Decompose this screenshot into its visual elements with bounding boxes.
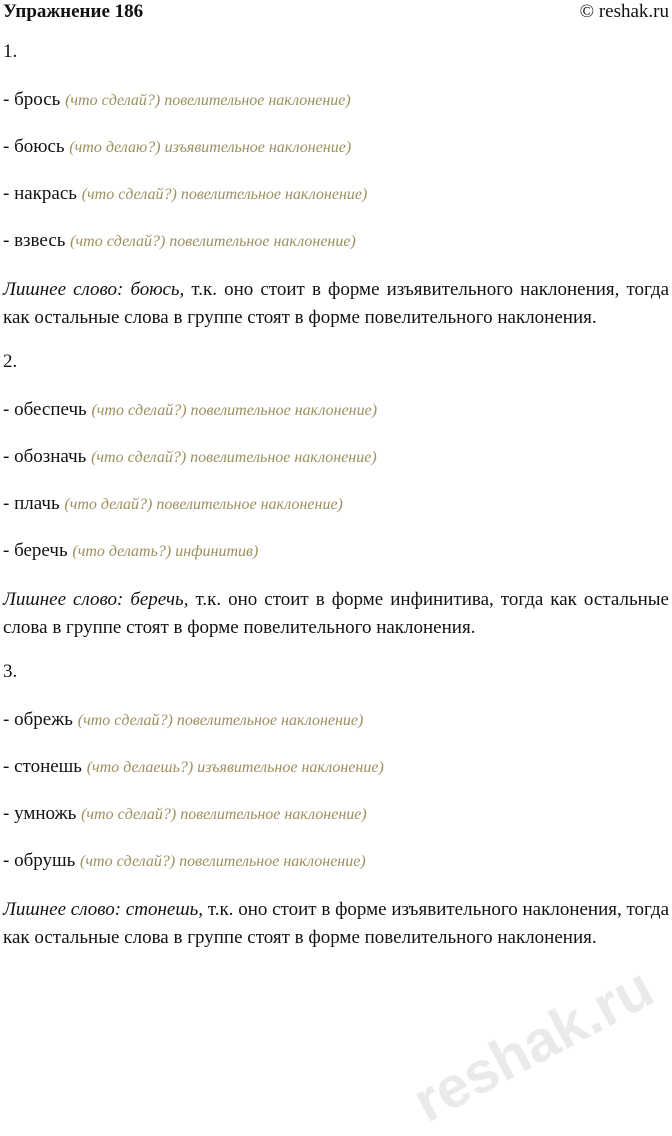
list-item [3,755,669,779]
group-number: 2. [3,351,18,372]
word: - накрась [3,183,77,204]
word: - боюсь [3,136,65,157]
word-note: (что сделай?) повелительное наклонение) [65,92,351,109]
list-item [3,708,669,732]
page-header [3,0,669,26]
word-note: (что делать?) инфинитив) [72,543,259,560]
list-item [3,229,669,253]
answer-paragraph [3,896,669,952]
word: - обрушь [3,850,76,871]
word-note: (что делаешь?) изъявительное наклонение) [86,759,384,776]
list-item [3,492,669,516]
word: - взвесь [3,230,66,251]
answer-text: т.к. оно стоит в форме инфинитива, тогда как остальные слова в группе стоят в форме повелительного наклонения. [3,589,669,638]
answer-text: т.к. оно стоит в форме изъявительного наклонения, тогда как остальные слова в группе стоят в форме повелительного наклонения. [3,899,670,948]
word: - обрежь [3,709,73,730]
word: - брось [3,89,61,110]
word-note: (что сделай?) повелительное наклонение) [81,186,368,203]
word-note: (что сделай?) повелительное наклонение) [81,806,367,823]
site-credit: © reshak.ru [579,1,669,22]
watermark: reshak.ru [402,954,664,1135]
word-note: (что сделай?) повелительное наклонение) [77,712,364,729]
answer-text: т.к. оно стоит в форме изъявительного наклонения, тогда как остальные слова в группе стоят в форме повелительного наклонения. [3,279,669,328]
group-3 [3,660,669,952]
list-item [3,539,669,563]
list-item [3,802,669,826]
answer-label: Лишнее слово: стонешь, [3,899,204,920]
word-note: (что делай?) повелительное наклонение) [64,496,343,513]
word: - обозначь [3,446,87,467]
list-item [3,445,669,469]
list-item [3,182,669,206]
word: - умножь [3,803,77,824]
group-number: 1. [3,41,18,62]
list-item [3,849,669,873]
group-number: 3. [3,661,18,682]
group-2 [3,350,669,642]
list-item [3,398,669,422]
answer-label: Лишнее слово: боюсь, [3,279,185,300]
list-item [3,135,669,159]
word-note: (что сделай?) повелительное наклонение) [91,449,377,466]
word: - стонешь [3,756,82,777]
word: - беречь [3,540,68,561]
exercise-content [3,40,669,970]
word-note: (что сделай?) повелительное наклонение) [80,853,366,870]
answer-paragraph [3,276,669,332]
word: - обеспечь [3,399,87,420]
word-note: (что сделай?) повелительное наклонение) [91,402,378,419]
word-note: (что сделай?) повелительное наклонение) [70,233,356,250]
word: - плачь [3,493,60,514]
list-item [3,88,669,112]
page-title: Упражнение 186 [3,1,144,22]
group-1 [3,40,669,332]
word-note: (что делаю?) изъявительное наклонение) [69,139,352,156]
answer-paragraph [3,586,669,642]
answer-label: Лишнее слово: беречь, [3,589,189,610]
